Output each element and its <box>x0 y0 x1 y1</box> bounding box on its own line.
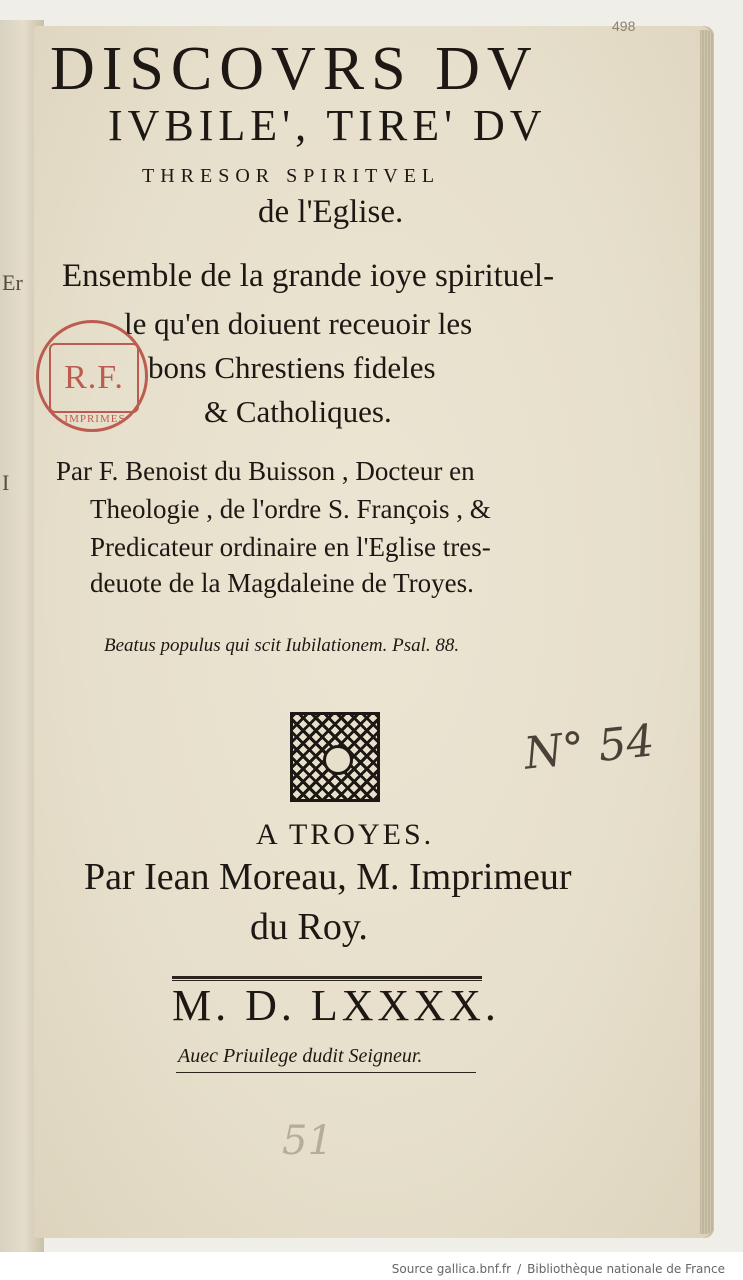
source-footer <box>392 1262 725 1276</box>
printer-ornament-icon <box>290 712 380 802</box>
corner-pencil-mark: 498 <box>612 18 636 34</box>
prev-page-fragment: Er <box>2 270 23 295</box>
date-rule-thick <box>172 976 482 979</box>
privilege-underline <box>176 1072 476 1073</box>
publisher-line-2: du Roy. <box>250 906 368 948</box>
author-line-4: deuote de la Magdaleine de Troyes. <box>90 568 474 598</box>
footer-separator: / <box>517 1262 522 1276</box>
title-line-2: IVBILE', TIRE' DV <box>108 101 547 150</box>
handwritten-number: N° 54 <box>521 715 657 780</box>
publisher-line-1: Par Iean Moreau, M. Imprimeur <box>84 856 572 898</box>
prev-page-fragment: I <box>2 470 10 495</box>
stamp-center: R.F. <box>49 343 139 413</box>
subtitle-line-3: bons Chrestiens fideles <box>148 350 436 385</box>
subtitle-line-1: Ensemble de la grande ioye spirituel- <box>62 258 555 294</box>
privilege-statement: Auec Priuilege dudit Seigneur. <box>178 1045 423 1067</box>
faint-shelf-mark: 51 <box>282 1118 333 1164</box>
footer-source-link[interactable]: Source gallica.bnf.fr <box>391 1262 512 1276</box>
title-line-1: DISCOVRS DV <box>50 35 539 103</box>
author-line-2: Theologie , de l'ordre S. François , & <box>90 494 491 524</box>
subtitle-line-2: le qu'en doiuent receuoir les <box>124 306 473 341</box>
stamp-label: IMPRIMES <box>64 413 126 425</box>
title-line-4: de l'Eglise. <box>258 194 404 230</box>
imprint-date: M. D. LXXXX. <box>172 981 500 1030</box>
author-line-1: Par F. Benoist du Buisson , Docteur en <box>56 456 475 486</box>
author-line-3: Predicateur ordinaire en l'Eglise tres- <box>90 532 491 562</box>
subtitle-line-4: & Catholiques. <box>204 394 392 429</box>
title-line-3: THRESOR SPIRITVEL <box>142 165 441 187</box>
footer-library: Bibliothèque nationale de France <box>527 1262 725 1276</box>
library-stamp <box>36 320 148 432</box>
epigraph: Beatus populus qui scit Iubilationem. Psal. 88. <box>104 635 460 656</box>
page-block-edge <box>700 30 714 1234</box>
imprint-place: A TROYES. <box>256 818 435 851</box>
